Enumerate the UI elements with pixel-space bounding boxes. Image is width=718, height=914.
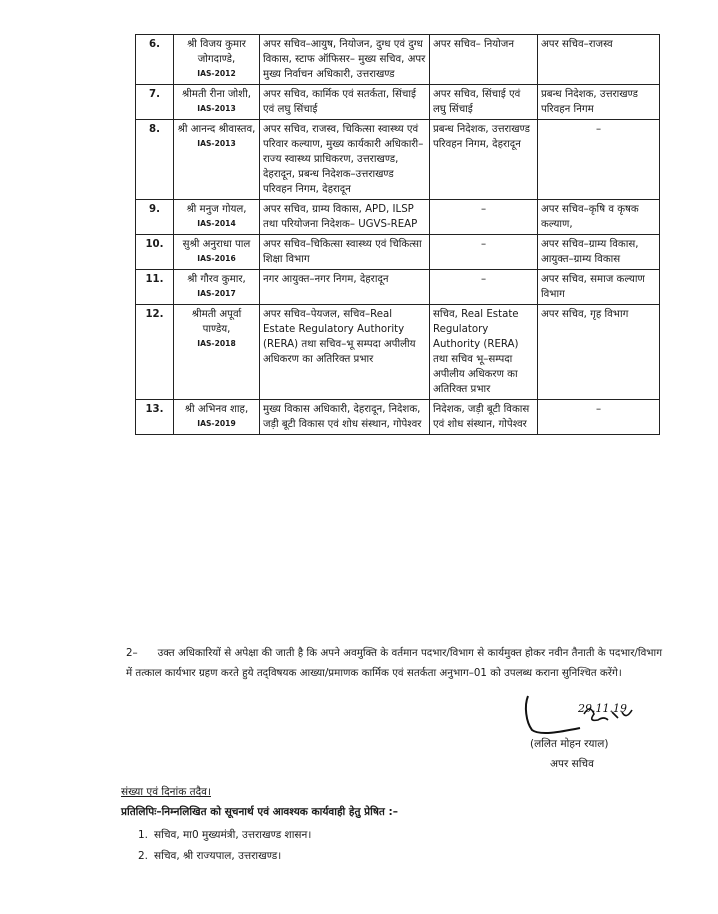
list-item	[138, 846, 311, 867]
serial-number: 9.	[136, 200, 174, 235]
current-posting: नगर आयुक्त–नगर निगम, देहरादून	[260, 270, 430, 305]
new-posting: अपर सचिव, गृह विभाग	[538, 305, 660, 400]
service-batch: IAS-2013	[197, 139, 236, 148]
relieved-posting: –	[430, 200, 538, 235]
current-posting: अपर सचिव–पेयजल, सचिव–Real Estate Regulatory Authority (RERA) तथा सचिव–भू सम्पदा अपीलीय अधिकरण का अतिरिक्त प्रभार	[260, 305, 430, 400]
table-row	[136, 400, 660, 435]
signatory-name: (ललित मोहन रयाल)	[530, 738, 609, 750]
officer-cell	[174, 200, 260, 235]
officer-name: श्रीमती रीना जोशी,	[182, 89, 251, 100]
service-batch: IAS-2013	[197, 104, 236, 113]
new-posting: अपर सचिव–राजस्व	[538, 35, 660, 85]
serial-number: 11.	[136, 270, 174, 305]
new-posting: –	[538, 120, 660, 200]
serial-number: 7.	[136, 85, 174, 120]
service-batch: IAS-2014	[197, 219, 236, 228]
officer-name: सुश्री अनुराधा पाल	[182, 239, 251, 250]
instruction-paragraph	[126, 643, 662, 683]
table-row	[136, 85, 660, 120]
serial-number: 12.	[136, 305, 174, 400]
transfer-table-body	[136, 35, 660, 435]
serial-number: 8.	[136, 120, 174, 200]
handwritten-signature	[520, 692, 650, 738]
new-posting: अपर सचिव, समाज कल्याण विभाग	[538, 270, 660, 305]
signatory-designation: अपर सचिव	[550, 758, 594, 770]
relieved-posting: निदेशक, जड़ी बूटी विकास एवं शोध संस्थान, गोपेश्वर	[430, 400, 538, 435]
service-batch: IAS-2012	[197, 69, 236, 78]
service-batch: IAS-2019	[197, 419, 236, 428]
current-posting: अपर सचिव–चिकित्सा स्वास्थ्य एवं चिकित्सा शिक्षा विभाग	[260, 235, 430, 270]
officer-cell	[174, 400, 260, 435]
paragraph-number: 2–	[126, 647, 138, 659]
signature-stroke-icon	[520, 692, 650, 738]
table-row	[136, 305, 660, 400]
new-posting: अपर सचिव–ग्राम्य विकास, आयुक्त–ग्राम्य विकास	[538, 235, 660, 270]
new-posting: प्रबन्ध निदेशक, उत्तराखण्ड परिवहन निगम	[538, 85, 660, 120]
relieved-posting: प्रबन्ध निदेशक, उत्तराखण्ड परिवहन निगम, देहरादून	[430, 120, 538, 200]
officer-cell	[174, 270, 260, 305]
reference-line: संख्या एवं दिनांक तदैव।	[121, 786, 211, 798]
officer-name: श्री गौरव कुमार,	[187, 274, 246, 285]
serial-number: 13.	[136, 400, 174, 435]
officer-cell	[174, 120, 260, 200]
relieved-posting: अपर सचिव– नियोजन	[430, 35, 538, 85]
officer-name: श्री मनुज गोयल,	[186, 204, 247, 215]
new-posting: अपर सचिव–कृषि व कृषक कल्याण,	[538, 200, 660, 235]
list-text: सचिव, श्री राज्यपाल, उत्तराखण्ड।	[154, 850, 282, 862]
list-number: 2.	[138, 850, 149, 862]
table-row	[136, 120, 660, 200]
current-posting: मुख्य विकास अधिकारी, देहरादून, निदेशक, जड़ी बूटी विकास एवं शोध संस्थान, गोपेश्वर	[260, 400, 430, 435]
table-row	[136, 200, 660, 235]
officer-name: श्री अभिनव शाह,	[184, 404, 249, 415]
copy-to-list	[138, 825, 311, 867]
current-posting: अपर सचिव, कार्मिक एवं सतर्कता, सिंचाई एवं लघु सिंचाई	[260, 85, 430, 120]
current-posting: अपर सचिव–आयुष, नियोजन, दुग्ध एवं दुग्ध विकास, स्टाफ ऑफिसर– मुख्य सचिव, अपर मुख्य निर्वाचन अधिकारी, उत्तराखण्ड	[260, 35, 430, 85]
table-row	[136, 235, 660, 270]
table-row	[136, 270, 660, 305]
paragraph-text: उक्त अधिकारियों से अपेक्षा की जाती है कि अपने अवमुक्ति के वर्तमान पदभार/विभाग से कार्यमुक्त होकर नवीन तैनाती के पदभार/विभाग में तत्काल कार्यभार ग्रहण करते हुये तद्‌विषयक आख्या/प्रमाणक कार्मिक एवं सतर्कता अनुभाग–01 को उपलब्ध कराना सुनिश्चित करेंगे।	[126, 647, 662, 679]
officer-cell	[174, 305, 260, 400]
list-number: 1.	[138, 829, 149, 841]
table-row	[136, 35, 660, 85]
copy-to-heading: प्रतिलिपिः–निम्नलिखित को सूचनार्थ एवं आवश्यक कार्यवाही हेतु प्रेषित :–	[121, 806, 398, 818]
relieved-posting: –	[430, 235, 538, 270]
officer-cell	[174, 35, 260, 85]
officer-cell	[174, 235, 260, 270]
officer-name: श्री विजय कुमार जोगदाण्डे,	[187, 39, 246, 65]
list-item	[138, 825, 311, 846]
transfer-table	[135, 34, 660, 435]
service-batch: IAS-2018	[197, 339, 236, 348]
current-posting: अपर सचिव, ग्राम्य विकास, APD, ILSP तथा परियोजना निदेशक– UGVS-REAP	[260, 200, 430, 235]
service-batch: IAS-2017	[197, 289, 236, 298]
service-batch: IAS-2016	[197, 254, 236, 263]
serial-number: 10.	[136, 235, 174, 270]
officer-name: श्री आनन्द श्रीवास्तव,	[177, 124, 256, 135]
relieved-posting: सचिव, Real Estate Regulatory Authority (RERA) तथा सचिव भू–सम्पदा अपीलीय अधिकरण का अतिरिक्त प्रभार	[430, 305, 538, 400]
officer-cell	[174, 85, 260, 120]
new-posting: –	[538, 400, 660, 435]
relieved-posting: –	[430, 270, 538, 305]
list-text: सचिव, मा0 मुख्यमंत्री, उत्तराखण्ड शासन।	[154, 829, 312, 841]
officer-name: श्रीमती अपूर्वा पाण्डेय,	[191, 309, 242, 335]
signature-date: 29.11.19	[578, 702, 627, 715]
relieved-posting: अपर सचिव, सिंचाई एवं लघु सिंचाई	[430, 85, 538, 120]
serial-number: 6.	[136, 35, 174, 85]
current-posting: अपर सचिव, राजस्व, चिकित्सा स्वास्थ्य एवं परिवार कल्याण, मुख्य कार्यकारी अधिकारी–राज्य स्वास्थ्य प्राधिकरण, उत्तराखण्ड, देहरादून, प्रबन्ध निदेशक–उत्तराखण्ड परिवहन निगम, देहरादून	[260, 120, 430, 200]
